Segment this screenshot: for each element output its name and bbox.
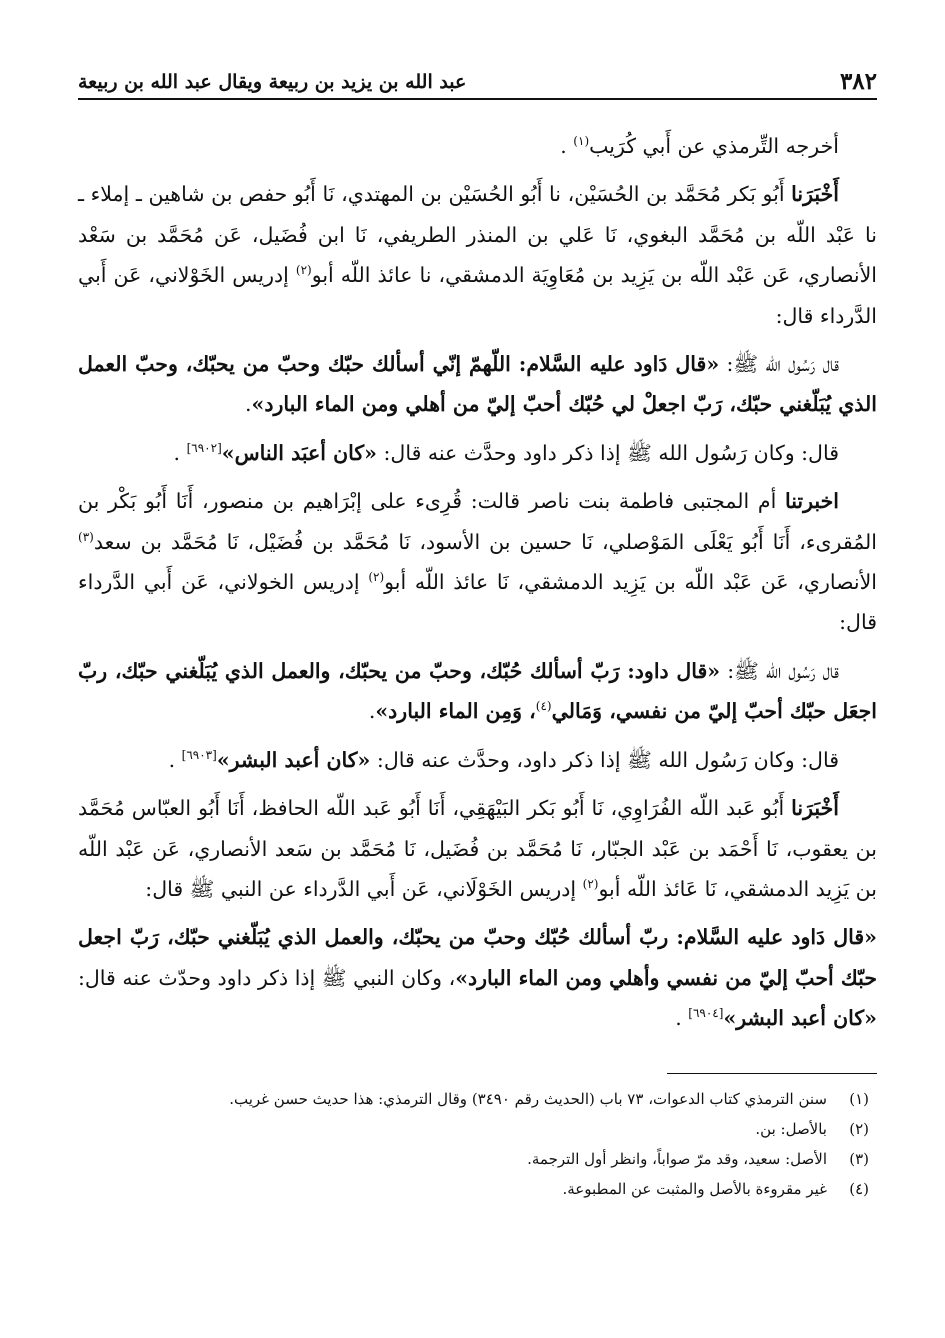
header-rule: [78, 98, 877, 100]
paragraph-4: [78, 433, 877, 473]
text: إدريس الخَوْلاني، عَن أَبي الدَّرداء قال:: [78, 263, 877, 328]
text: .: [173, 440, 181, 465]
text: .: [168, 747, 176, 772]
text: أخرجه التِّرمذي عن أَبي كُرَيب: [589, 134, 839, 158]
text: أَبُو عَبد اللّه الفُرَاوِي، نَا أَبُو بَكر البَيْهَقِي، أَنَا أَبُو عَبد اللّه الحافظ، أَنَا أَبُو العبّاس مُحَمَّد بن يعقوب، نَا أَحْمَد بن عَبْد الجبّار، نَا مُحَمَّد بن فُضَيل، نَا مُحَمَّد بن سَعد الأنصاري، عَن عَبْد اللّه بن يَزِيد الدمشقي، نَا عَائذ اللّه أبو: [78, 796, 877, 901]
paragraph-2: [78, 174, 877, 336]
footnote-number: (٣): [849, 1149, 869, 1168]
hadith-number: [٦٩٠٣]: [181, 747, 217, 762]
hadith-text: «كان أعبد البشر»: [216, 747, 371, 772]
footnote-number: (١): [849, 1089, 869, 1108]
footnote-number: (٤): [849, 1179, 869, 1198]
footnote-ref: (٢): [368, 570, 385, 585]
paragraph-6: [78, 651, 877, 732]
hadith-text: «قال دَاود عليه السَّلام: اللّهمّ إنّي أسألك حبّك وحبّ من يحبّك، وحبّ العمل الذي يُبَلّغني حبّك، رَبّ اجعلْ لي حُبّك أحبّ إليّ من أهلي ومن الماء البارد»: [78, 352, 877, 417]
paragraph-9: [78, 917, 877, 1038]
hadith-number: [٦٩٠٢]: [186, 441, 222, 456]
footnote: [78, 1144, 877, 1174]
text: أَبُو بَكر مُحَمَّد بن الحُسَيْن، نا أَبُو الحُسَيْن بن المهتدي، نَا أَبُو حفص بن شاهين ـ إملاء ـ نا عَبْد اللّه بن مُحَمَّد البغوي، نَا عَلي بن المنذر الطريفي، نَا ابن فُضَيل، عَن مُحَمَّد بن سَعْد الأنصاري، عَن عَبْد اللّه بن يَزِيد بن مُعَاوِيَة الدمشقي، نا عائذ اللّه أبو: [78, 182, 877, 288]
footnote-ref: (٢): [582, 877, 599, 892]
isnad-lead: أَخْبَرَنا: [791, 182, 839, 207]
footnote-text: بالأصل: بن.: [755, 1119, 827, 1138]
isnad-lead: أَخْبَرَنا: [791, 796, 839, 821]
hadith-text: «قال داود: رَبّ أسألك حُبّك، وحبّ من يحبّك، والعمل الذي يُبَلّغني حبّك، ربّ اجعَل حبّك أحبّ إليّ من نفسي، وَمَالي: [78, 658, 877, 724]
running-header: [78, 60, 877, 96]
footnote-text: غير مقروءة بالأصل والمثبت عن المطبوعة.: [562, 1179, 827, 1198]
text: .: [368, 699, 376, 724]
paragraph-5: [78, 481, 877, 643]
hadith-text: «قال دَاود عليه السَّلام: ربّ أسألك حُبّك وحبّ من يحبّك، والعمل الذي يُبَلّغني حبّك، رَبّ اجعل حبّك أحبّ إليّ من نفسي وأهلي ومن الماء البارد»: [78, 925, 877, 990]
text: قال رَسُول الله ﷺ:: [727, 658, 839, 683]
footnote-text: سنن الترمذي كتاب الدعوات، ٧٣ باب (الحديث رقم ٣٤٩٠) وقال الترمذي: هذا حديث حسن غريب.: [229, 1089, 827, 1108]
text: قال: وكان رَسُول الله ﷺ إذا ذكر داود، وحدَّث عنه قال:: [376, 747, 839, 772]
text: إدريس الخَوْلَاني، عَن أَبي الدَّرداء عن النبي ﷺ قال:: [145, 876, 577, 901]
text: ، وكان النبي ﷺ إذا ذكر داود وحدّث عنه قال:: [78, 965, 456, 990]
hadith-text: «كان أعبَد الناس»: [221, 440, 377, 465]
footnote-ref: (٤): [535, 699, 552, 714]
text: أم المجتبى فاطمة بنت ناصر قالت: قُرِىء على إبْرَاهيم بن منصور، أَنَا أَبُو بَكْر بن المُقرىء، أَنَا أَبُو يَعْلَى المَوْصلي، نَا حسين بن الأسود، نَا مُحَمَّد بن فُضَيْل، نَا مُحَمَّد بن سعد: [78, 489, 877, 554]
paragraph-8: [78, 788, 877, 909]
book-page: [78, 60, 877, 1298]
hadith-text: ، وَمِن الماء البارد»: [375, 699, 536, 724]
text: .: [560, 134, 567, 158]
hadith-number: [٦٩٠٤]: [688, 1006, 724, 1021]
paragraph-1: [78, 126, 877, 166]
text: الأنصاري، عَن عَبْد اللّه بن يَزِيد الدمشقي، نَا عائذ اللّه أبو: [384, 570, 877, 595]
text: قال رَسُول الله ﷺ:: [726, 352, 839, 377]
footnote-ref: (١): [573, 134, 590, 149]
isnad-lead: اخبرتنا: [784, 489, 839, 514]
running-title: عبد الله بن يزيد بن ربيعة ويقال عبد الله بن ربيعة: [78, 71, 467, 93]
text: .: [245, 392, 252, 417]
footnote-ref: (٢): [295, 263, 312, 278]
text: .: [675, 1006, 682, 1031]
text: إدريس الخولاني، عَن أَبي الدَّرداء قال:: [78, 570, 877, 635]
footnote-ref: (٣): [78, 529, 94, 544]
footnote-number: (٢): [849, 1119, 869, 1138]
main-text: [78, 126, 877, 1039]
footnote: [78, 1114, 877, 1144]
page-number: ٣٨٢: [839, 68, 877, 95]
footnotes: [78, 1084, 877, 1204]
text: قال: وكان رَسُول الله ﷺ إذا ذكر داود وحدَّث عنه قال:: [383, 440, 839, 465]
footnote: [78, 1084, 877, 1114]
paragraph-3: [78, 344, 877, 425]
footnote: [78, 1174, 877, 1204]
hadith-text: «كان أعبد البشر»: [723, 1006, 877, 1031]
paragraph-7: [78, 740, 877, 780]
footnote-rule: [667, 1073, 877, 1074]
footnote-text: الأصل: سعيد، وقد مرّ صواباً، وانظر أول الترجمة.: [527, 1149, 827, 1168]
